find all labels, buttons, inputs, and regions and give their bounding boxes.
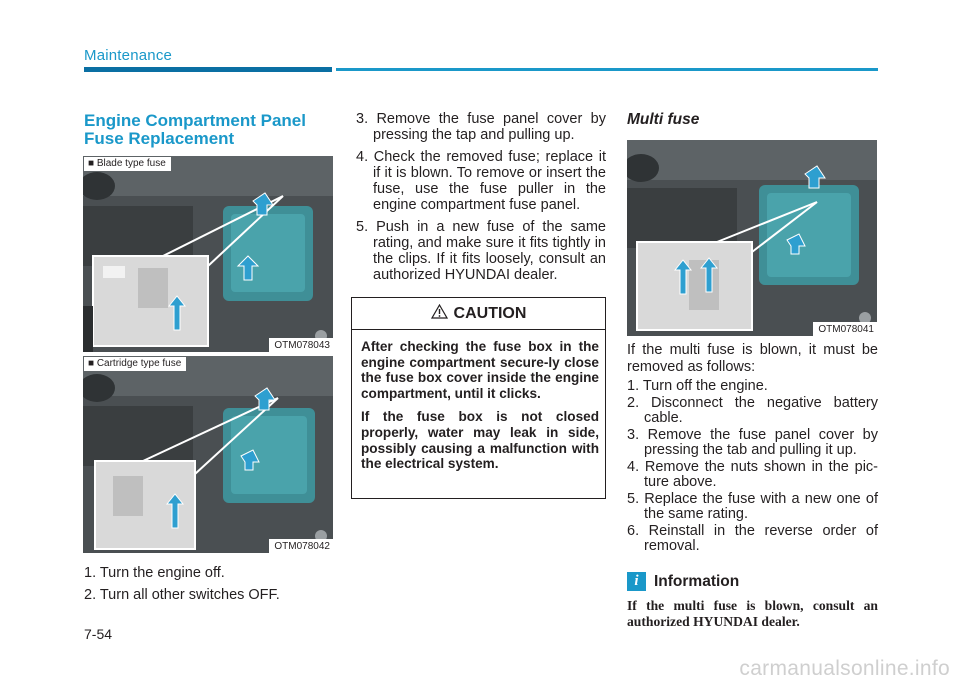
cartridge-fuse-code: OTM078042: [269, 539, 333, 553]
list-item: 4. Check the removed fuse; replace it if it is blown. To remove or insert the fuse, use the fuse puller in the engine compartment fuse panel.: [356, 149, 606, 213]
header-rule-light: [336, 68, 878, 71]
multi-fuse-intro: If the multi fuse is blown, it must be removed as follows:: [627, 342, 878, 375]
info-icon: i: [627, 572, 646, 591]
list-item: 1. Turn off the engine.: [627, 378, 768, 394]
list-item: 3. Remove the fuse panel cover by pressing the tap and pulling up.: [356, 111, 606, 143]
list-item: 2. Disconnect the negative battery cable.: [627, 394, 878, 426]
caution-title: CAUTION: [453, 304, 527, 322]
information-text: If the multi fuse is blown, consult an authorized HYUNDAI dealer.: [627, 598, 878, 629]
engine-bay-illustration: [83, 156, 333, 352]
information-title: Information: [654, 572, 740, 590]
multi-fuse-steps: [627, 379, 878, 556]
caution-paragraph: If the fuse box is not closed properly, water may leak in side, possibly causing a malfunction with the electrical system.: [361, 409, 599, 472]
multi-fuse-code: OTM078041: [813, 322, 877, 336]
list-item: 5. Replace the fuse with a new one of the same rating.: [627, 490, 878, 522]
watermark: carmanualsonline.info: [739, 657, 950, 680]
blade-fuse-label: ■ Blade type fuse: [84, 157, 171, 171]
information-header: [627, 572, 739, 591]
cartridge-fuse-label: ■ Cartridge type fuse: [84, 357, 186, 371]
list-item: 4. Remove the nuts shown in the pic-ture above.: [627, 458, 878, 490]
list-item: 6. Reinstall in the reverse order of removal.: [627, 522, 878, 554]
caution-body: [352, 330, 605, 472]
caution-paragraph: After checking the fuse box in the engine compartment secure-ly close the fuse box cover inside the engine compartment, until it clicks.: [361, 339, 599, 401]
list-item: 2. Turn all other switches OFF.: [84, 587, 280, 603]
blade-fuse-photo: [83, 156, 333, 352]
section-title: Engine Compartment Panel Fuse Replacement: [84, 111, 306, 148]
list-item: 5. Push in a new fuse of the same rating, and make sure it fits tightly in the clips. If it fits loosely, consult an authorized HYUNDAI dealer.: [356, 219, 606, 283]
engine-bay-illustration: [627, 140, 877, 336]
header-title: Maintenance: [84, 47, 173, 64]
list-item: 1. Turn the engine off.: [84, 565, 225, 581]
header-rule-dark: [84, 67, 332, 72]
page-number: 7-54: [84, 626, 113, 642]
caution-header: [352, 298, 605, 330]
multi-fuse-title: Multi fuse: [627, 111, 700, 128]
engine-bay-illustration: [83, 356, 333, 553]
list-item: 3. Remove the fuse panel cover by pressing the tab and pulling it up.: [627, 426, 878, 458]
multi-fuse-photo: [627, 140, 877, 336]
cartridge-fuse-photo: [83, 356, 333, 553]
steps-mid-list: [356, 111, 606, 289]
caution-box: [351, 297, 606, 499]
blade-fuse-code: OTM078043: [269, 338, 333, 352]
warning-triangle-icon: [431, 304, 448, 323]
steps-left-list: [84, 565, 334, 609]
